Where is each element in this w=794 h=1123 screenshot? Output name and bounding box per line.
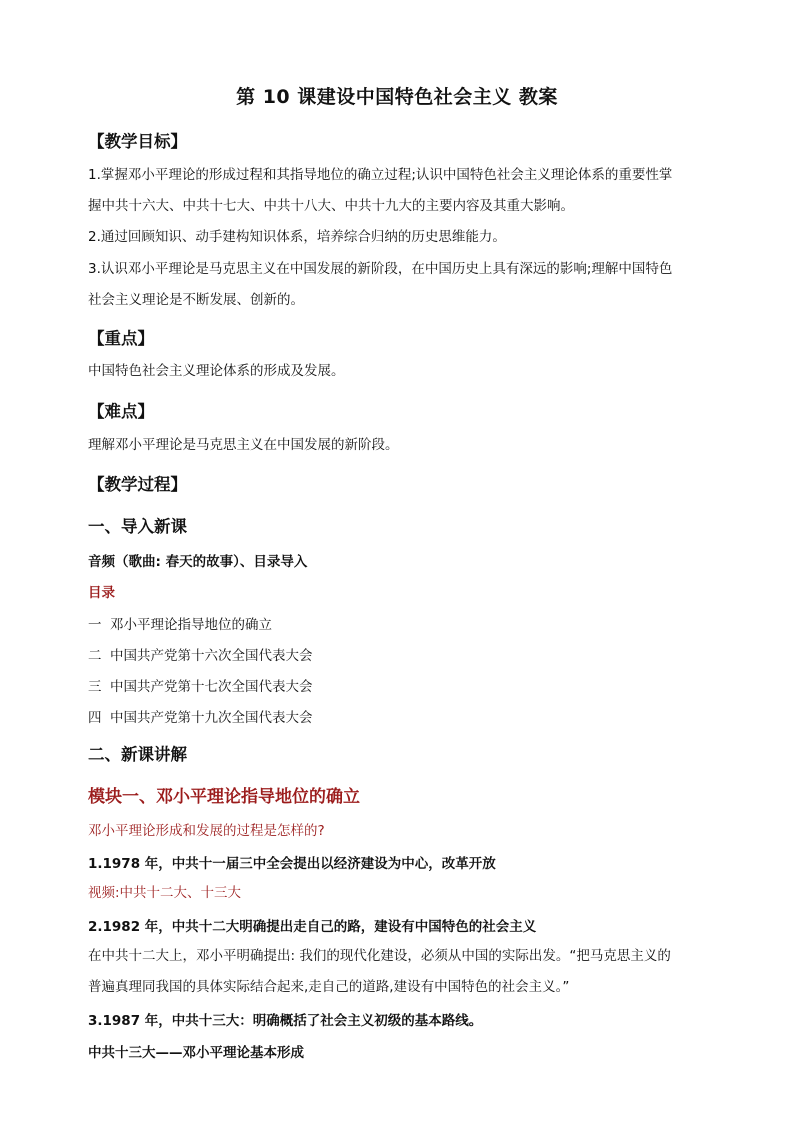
toc-item bbox=[88, 613, 272, 633]
point-1987: 3.1987 年，中共十三大：明确概括了社会主义初级的基本路线。 bbox=[88, 1013, 483, 1029]
audio-intro-line: 音频（歌曲: 春天的故事）、目录导入 bbox=[88, 554, 308, 570]
process-heading: 【教学过程】 bbox=[88, 475, 187, 494]
objective-2: 2.通过回顾知识、动手建构知识体系，培养综合归纳的历史思维能力。 bbox=[88, 229, 506, 245]
toc-item-text: 中国共产党第十七次全国代表大会 bbox=[110, 679, 313, 695]
module-1-heading: 模块一、邓小平理论指导地位的确立 bbox=[88, 787, 360, 807]
point-1982: 2.1982 年，中共十二大明确提出走自己的路，建设有中国特色的社会主义 bbox=[88, 919, 537, 935]
toc-item-text: 中国共产党第十九次全国代表大会 bbox=[110, 710, 313, 726]
objective-1-line-1: 1.掌握邓小平理论的形成过程和其指导地位的确立过程;认识中国特色社会主义理论体系的重要性掌 bbox=[88, 167, 673, 183]
video-label: 视频:中共十二大、十三大 bbox=[88, 885, 242, 901]
difficulties-heading: 【难点】 bbox=[88, 402, 154, 421]
intro-heading: 一、导入新课 bbox=[88, 517, 187, 536]
objective-3-line-1: 3.认识邓小平理论是马克思主义在中国发展的新阶段，在中国历史上具有深远的影响;理解中国特色 bbox=[88, 261, 673, 277]
toc-item bbox=[88, 644, 313, 664]
toc-item-text: 邓小平理论指导地位的确立 bbox=[110, 617, 272, 633]
toc-item bbox=[88, 706, 313, 726]
lecture-heading: 二、新课讲解 bbox=[88, 745, 187, 764]
objective-3-line-2: 社会主义理论是不断发展、创新的。 bbox=[88, 292, 304, 308]
toc-label: 目录 bbox=[88, 585, 115, 601]
page-title: 第 10 课建设中国特色社会主义 教案 bbox=[236, 86, 558, 108]
toc-item-number: 一 bbox=[88, 617, 102, 633]
key-points-heading: 【重点】 bbox=[88, 329, 154, 348]
toc-item-text: 中国共产党第十六次全国代表大会 bbox=[110, 648, 313, 664]
toc-item-number: 四 bbox=[88, 710, 102, 726]
toc-item bbox=[88, 675, 313, 695]
quote-line-2: 普遍真理同我国的具体实际结合起来,走自己的道路,建设有中国特色的社会主义。” bbox=[88, 979, 570, 995]
module-1-question: 邓小平理论形成和发展的过程是怎样的? bbox=[88, 823, 325, 839]
difficulties-text: 理解邓小平理论是马克思主义在中国发展的新阶段。 bbox=[88, 437, 399, 453]
point-1978: 1.1978 年，中共十一届三中全会提出以经济建设为中心，改革开放 bbox=[88, 856, 496, 872]
summary-line: 中共十三大——邓小平理论基本形成 bbox=[88, 1045, 304, 1061]
toc-item-number: 三 bbox=[88, 679, 102, 695]
objective-1-line-2: 握中共十六大、中共十七大、中共十八大、中共十九大的主要内容及其重大影响。 bbox=[88, 198, 574, 214]
objectives-heading: 【教学目标】 bbox=[88, 132, 187, 151]
toc-item-number: 二 bbox=[88, 648, 102, 664]
quote-line-1: 在中共十二大上，邓小平明确提出: 我们的现代化建设，必须从中国的实际出发。“把马克思主义的 bbox=[88, 948, 671, 964]
key-points-text: 中国特色社会主义理论体系的形成及发展。 bbox=[88, 363, 345, 379]
